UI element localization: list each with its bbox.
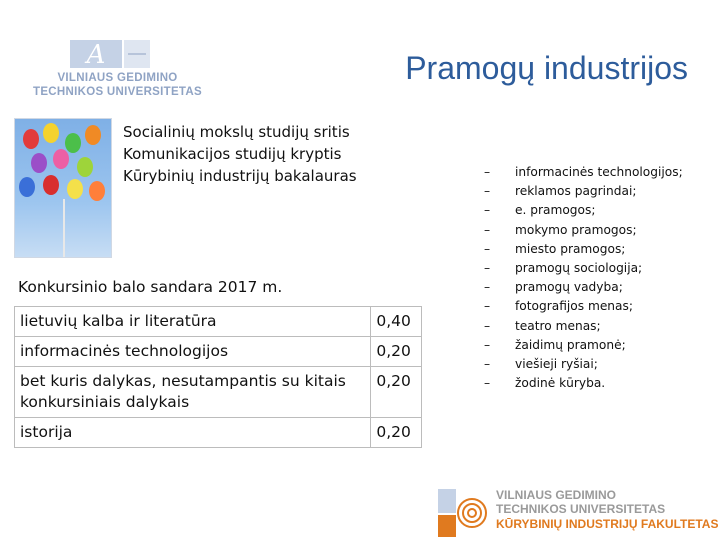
balloon-blue	[19, 177, 35, 197]
dash-bullet: –	[484, 376, 491, 391]
balloon-orange-2	[89, 181, 105, 201]
degree: Kūrybinių industrijų bakalauras	[123, 167, 357, 185]
balloon-orange	[85, 125, 101, 145]
list-item-label: mokymo pramogos;	[515, 222, 637, 237]
list-item-label: reklamos pagrindai;	[515, 184, 637, 199]
list-item	[484, 221, 683, 240]
dash-bullet: –	[484, 318, 491, 333]
weight-cell: 0,20	[371, 367, 422, 418]
list-item-label: žodinė kūryba.	[515, 376, 606, 391]
weight-cell: 0,40	[371, 307, 422, 337]
dash-bullet: –	[484, 337, 491, 352]
faculty-logo	[432, 484, 720, 540]
weight-cell: 0,20	[371, 418, 422, 448]
list-item	[484, 240, 683, 259]
svg-text:A: A	[86, 40, 106, 68]
university-logo	[30, 40, 205, 102]
list-item	[484, 182, 683, 201]
program-info	[123, 121, 357, 187]
logo-university-name-line1: VILNIAUS GEDIMINO	[57, 72, 178, 84]
list-item-label: e. pramogos;	[515, 203, 596, 218]
dash-bullet: –	[484, 357, 491, 372]
balloon-red	[23, 129, 39, 149]
balloon-pink	[53, 149, 69, 169]
subject-cell: informacinės technologijos	[15, 337, 371, 367]
list-item-label: informacinės technologijos;	[515, 165, 683, 179]
balloons-photo	[14, 118, 112, 258]
list-item-label: pramogų vadyba;	[515, 280, 623, 295]
list-item	[484, 163, 683, 182]
list-item	[484, 355, 683, 374]
list-item-label: teatro menas;	[515, 318, 601, 333]
balloon-purple	[31, 153, 47, 173]
list-item	[484, 317, 683, 336]
subject-cell: lietuvių kalba ir literatūra	[15, 307, 371, 337]
balloon-yellow	[43, 123, 59, 143]
table-row	[15, 367, 422, 418]
dash-bullet: –	[484, 280, 491, 295]
list-item-label: pramogų sociologija;	[515, 261, 643, 276]
dash-bullet: –	[484, 184, 491, 199]
balloon-green	[65, 133, 81, 153]
score-table	[14, 306, 422, 448]
study-field: Socialinių mokslų studijų sritis	[123, 123, 350, 141]
list-item-label: žaidimų pramonė;	[515, 337, 626, 352]
logo-university-name-line2: TECHNIKOS UNIVERSITETAS	[33, 86, 202, 98]
balloon-string	[63, 199, 65, 257]
list-item-label: fotografijos menas;	[515, 299, 633, 314]
subject-cell: istorija	[15, 418, 371, 448]
balloon-red-2	[43, 175, 59, 195]
university-emblem-icon	[70, 40, 150, 68]
list-item	[484, 259, 683, 278]
list-item	[484, 297, 683, 316]
table-row	[15, 307, 422, 337]
subject-cell: bet kuris dalykas, nesutampantis su kitais konkursiniais dalykais	[15, 367, 371, 418]
faculty-emblem-icon	[436, 487, 488, 539]
dash-bullet: –	[484, 299, 491, 314]
dash-bullet: –	[484, 165, 491, 179]
dash-bullet: –	[484, 222, 491, 237]
page-title: Pramogų industrijos	[405, 50, 688, 86]
list-item	[484, 201, 683, 220]
balloon-lime	[77, 157, 93, 177]
weight-cell: 0,20	[371, 337, 422, 367]
table-row	[15, 337, 422, 367]
dash-bullet: –	[484, 261, 491, 276]
dash-bullet: –	[484, 203, 491, 218]
faculty-logo-line1: VILNIAUS GEDIMINO	[496, 488, 617, 502]
table-row	[15, 418, 422, 448]
list-item	[484, 374, 683, 393]
list-item	[484, 278, 683, 297]
dash-bullet: –	[484, 241, 491, 256]
study-areas-list	[484, 163, 683, 393]
faculty-logo-line3: KŪRYBINIŲ INDUSTRIJŲ FAKULTETAS	[496, 517, 719, 531]
list-item-label: viešieji ryšiai;	[515, 357, 598, 372]
study-direction: Komunikacijos studijų kryptis	[123, 145, 342, 163]
faculty-logo-line2: TECHNIKOS UNIVERSITETAS	[496, 502, 666, 516]
score-table-title: Konkursinio balo sandara 2017 m.	[18, 278, 283, 296]
list-item	[484, 336, 683, 355]
list-item-label: miesto pramogos;	[515, 241, 626, 256]
balloon-yellow-2	[67, 179, 83, 199]
